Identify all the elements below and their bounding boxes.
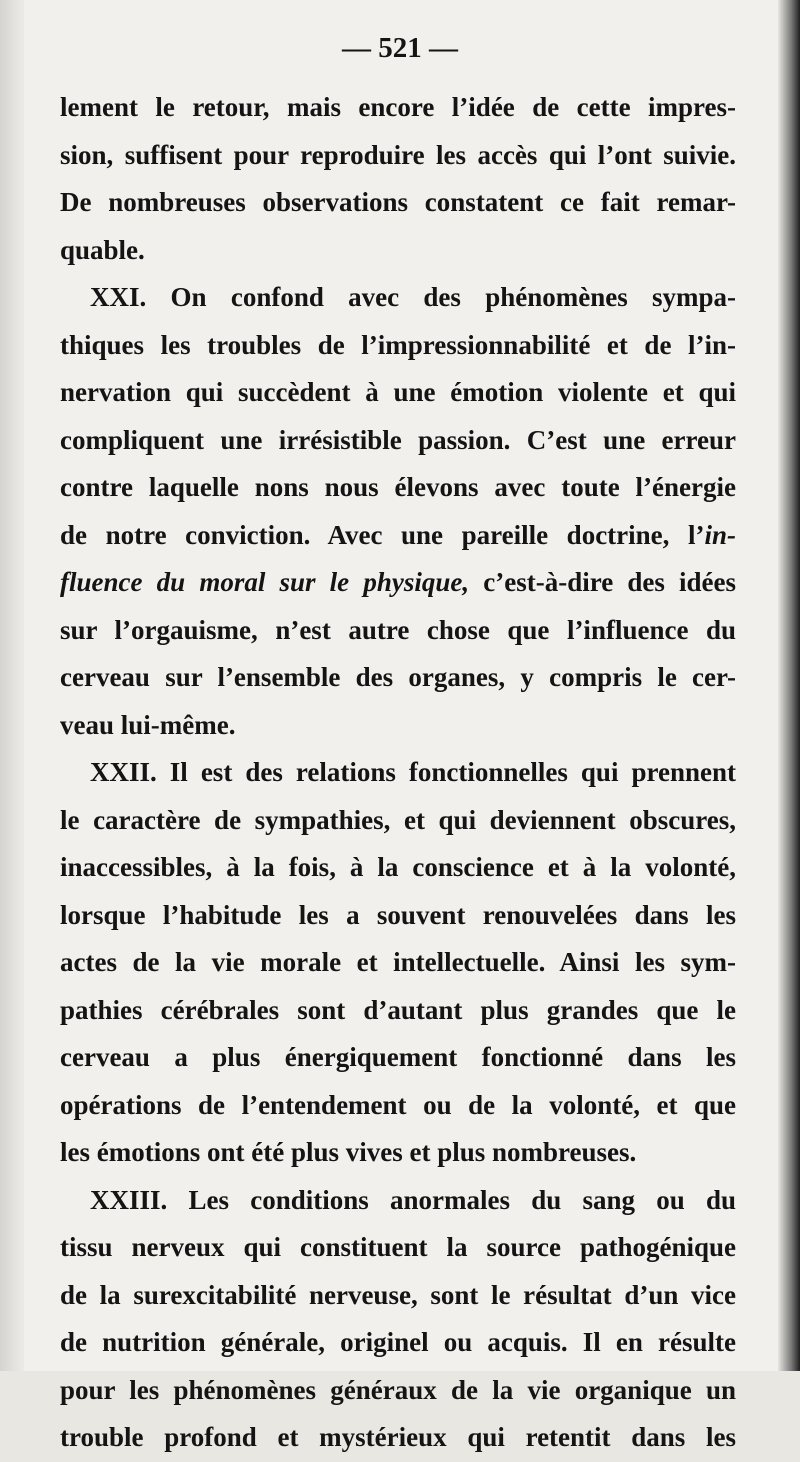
text-segment: les émotions ont été plus vives et plus nombreuses. bbox=[60, 1137, 637, 1167]
text-line bbox=[60, 607, 736, 655]
text-segment: inaccessibles, à la fois, à la conscience et à la volonté, bbox=[60, 852, 736, 882]
text-line bbox=[60, 227, 736, 275]
text-line bbox=[60, 559, 736, 607]
text-segment: pathies cérébrales sont d’autant plus grandes que le bbox=[60, 994, 736, 1025]
page-right-edge bbox=[778, 0, 800, 1371]
page-left-edge bbox=[0, 0, 24, 1371]
text-segment: contre laquelle nons nous élevons avec toute l’énergie bbox=[60, 472, 736, 502]
text-segment: XXII. Il est des relations fonctionnelles qui prennent bbox=[90, 757, 736, 787]
text-segment: pour les phénomènes généraux de la vie organique un bbox=[60, 1374, 736, 1405]
italic-text: in- bbox=[704, 519, 736, 550]
text-line bbox=[60, 1129, 736, 1177]
text-segment: opérations de l’entendement ou de la volonté, et que bbox=[60, 1089, 736, 1120]
text-line bbox=[60, 702, 736, 750]
text-line bbox=[60, 987, 736, 1035]
italic-text: fluence du moral sur le physique, bbox=[60, 567, 470, 597]
text-line bbox=[60, 1082, 736, 1130]
text-line bbox=[60, 322, 736, 370]
text-line bbox=[60, 1414, 736, 1462]
text-line bbox=[60, 797, 736, 845]
text-segment: veau lui-même. bbox=[60, 709, 236, 740]
text-segment: de la surexcitabilité nerveuse, sont le résultat d’un vice bbox=[60, 1279, 736, 1310]
text-line bbox=[60, 749, 736, 797]
page-number: — 521 — bbox=[342, 32, 458, 64]
text-line bbox=[60, 417, 736, 465]
text-segment: sion, suffisent pour reproduire les accès qui l’ont suivie. bbox=[60, 139, 736, 170]
text-segment: de nutrition générale, originel ou acquis. Il en résulte bbox=[60, 1327, 736, 1357]
text-segment: XXI. On confond avec des phénomènes sympa- bbox=[90, 282, 736, 312]
text-segment: compliquent une irrésistible passion. C’est une erreur bbox=[60, 424, 736, 455]
text-line bbox=[60, 1272, 736, 1320]
text-line bbox=[60, 654, 736, 702]
text-segment: cerveau a plus énergiquement fonctionné dans les bbox=[60, 1042, 736, 1072]
text-segment: sur l’orgauisme, n’est autre chose que l’influence du bbox=[60, 614, 736, 645]
text-segment: De nombreuses observations constatent ce fait remar- bbox=[60, 187, 736, 217]
text-segment: trouble profond et mystérieux qui retentit dans les bbox=[60, 1422, 736, 1452]
text-line bbox=[60, 892, 736, 940]
text-line bbox=[60, 369, 736, 417]
text-segment: cerveau sur l’ensemble des organes, y compris le cer- bbox=[60, 662, 736, 692]
text-segment: XXIII. Les conditions anormales du sang ou du bbox=[90, 1184, 736, 1215]
text-line bbox=[60, 179, 736, 227]
text-segment: le caractère de sympathies, et qui deviennent obscures, bbox=[60, 804, 736, 835]
body-text bbox=[60, 84, 736, 1462]
text-line bbox=[60, 1177, 736, 1225]
text-segment: lorsque l’habitude les a souvent renouvelées dans les bbox=[60, 899, 736, 930]
text-line bbox=[60, 84, 736, 132]
text-line bbox=[60, 1319, 736, 1367]
text-line bbox=[60, 464, 736, 512]
text-line bbox=[60, 939, 736, 987]
text-segment: thiques les troubles de l’impressionnabilité et de l’in- bbox=[60, 329, 736, 360]
text-line bbox=[60, 132, 736, 180]
text-line bbox=[60, 844, 736, 892]
text-segment: actes de la vie morale et intellectuelle. Ainsi les sym- bbox=[60, 947, 736, 977]
text-line bbox=[60, 1367, 736, 1415]
text-segment: quable. bbox=[60, 234, 145, 265]
text-segment: de notre conviction. Avec une pareille doctrine, l’ bbox=[60, 519, 705, 550]
text-segment: lement le retour, mais encore l’idée de cette impres- bbox=[60, 92, 736, 122]
text-segment: nervation qui succèdent à une émotion violente et qui bbox=[60, 377, 736, 407]
text-line bbox=[60, 1224, 736, 1272]
text-line bbox=[60, 1034, 736, 1082]
text-segment: tissu nerveux qui constituent la source pathogénique bbox=[60, 1232, 736, 1262]
text-segment: c’est-à-dire des idées bbox=[469, 567, 737, 597]
text-line bbox=[60, 512, 736, 560]
text-line bbox=[60, 274, 736, 322]
